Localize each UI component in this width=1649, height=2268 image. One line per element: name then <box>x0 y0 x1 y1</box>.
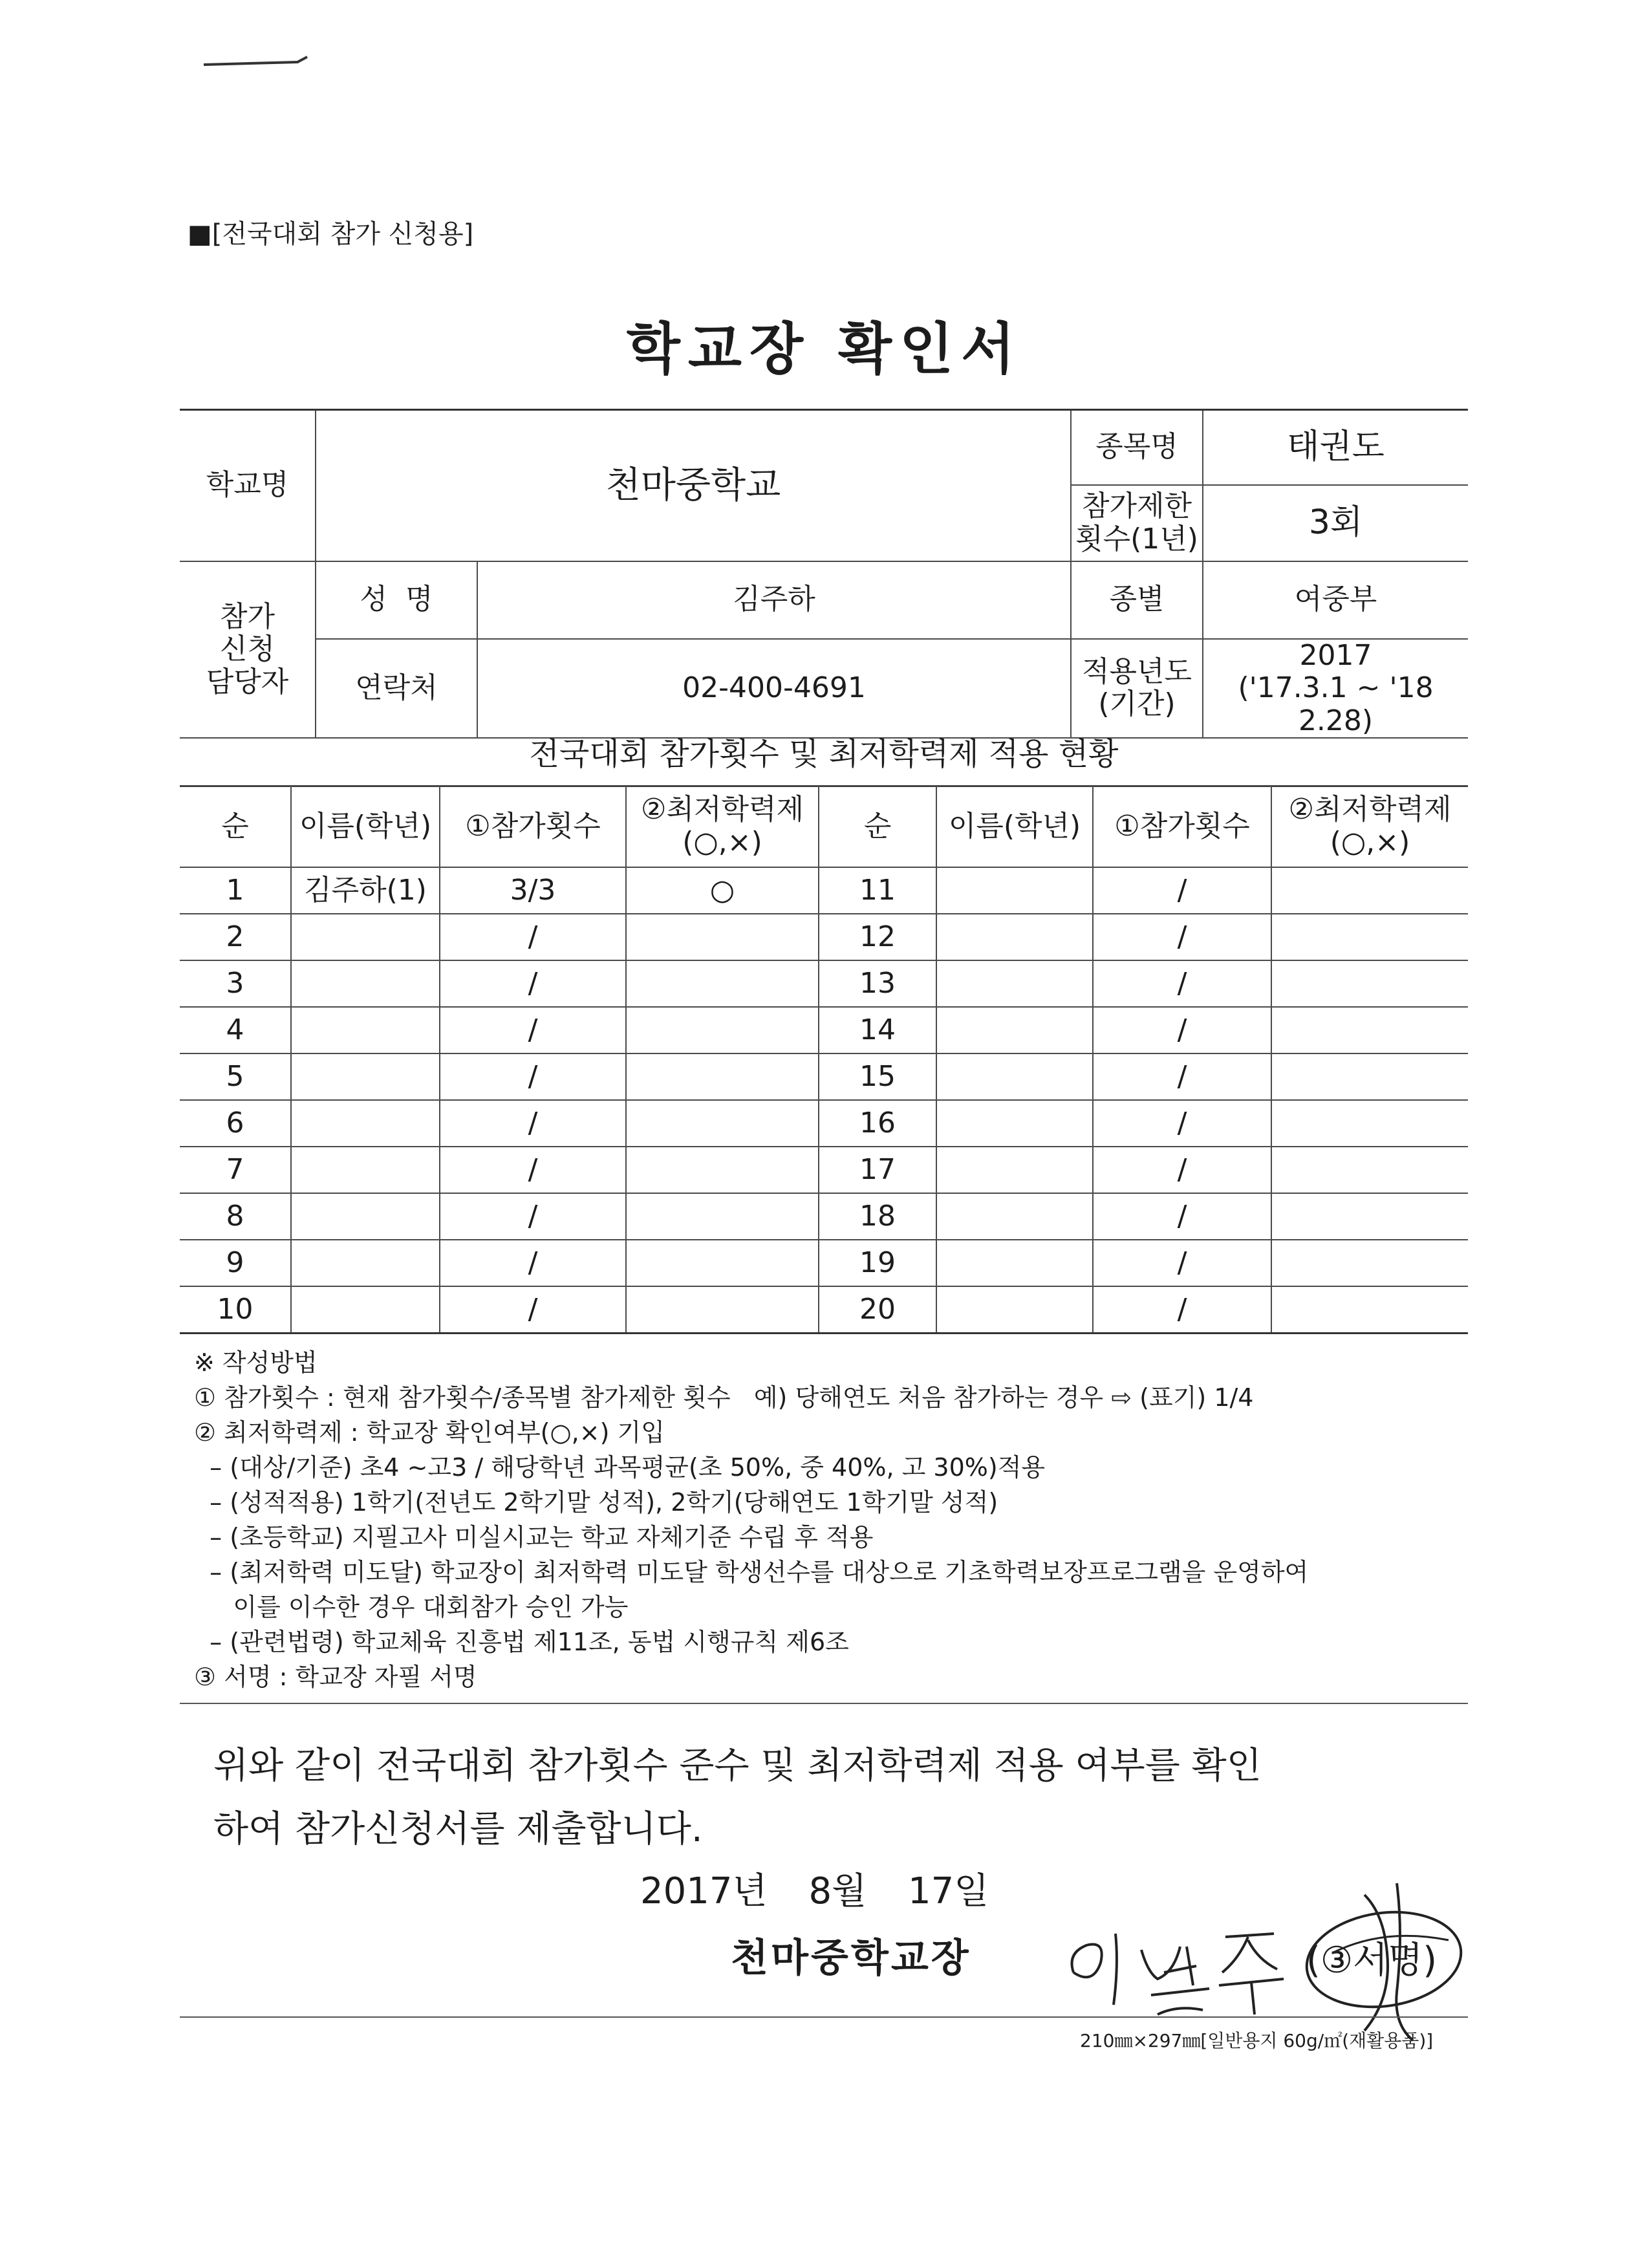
svg-text:(③서명): (③서명) <box>1306 1939 1438 1982</box>
contact-label: 연락처 <box>316 639 477 739</box>
left-name-cell <box>291 960 440 1007</box>
name-value: 김주하 <box>477 561 1071 639</box>
right-academic-cell <box>1271 1193 1468 1240</box>
date-year: 2017년 <box>640 1870 768 1912</box>
left-academic-cell <box>626 914 819 960</box>
right-no-cell: 13 <box>819 960 936 1007</box>
right-no-cell: 17 <box>819 1147 936 1193</box>
right-count-cell: / <box>1093 1053 1271 1100</box>
staple-mark <box>200 50 310 70</box>
left-no-cell: 10 <box>180 1286 291 1334</box>
right-name-cell <box>936 960 1093 1007</box>
participation-limit-label-line2: 횟수(1년) <box>1075 522 1198 556</box>
writing-instructions <box>194 1345 1474 1694</box>
table-row <box>180 1147 1468 1193</box>
table-row <box>180 1007 1468 1053</box>
header-name-2: 이름(학년) <box>936 786 1093 867</box>
document-tag: ■[전국대회 참가 신청용] <box>188 219 474 249</box>
name-label: 성 명 <box>316 561 477 639</box>
paper-spec: 210㎜×297㎜[일반용지 60g/㎡(재활용품)] <box>1080 2030 1434 2051</box>
school-name: 천마중학교 <box>316 410 1071 561</box>
right-name-cell <box>936 914 1093 960</box>
right-count-cell: / <box>1093 914 1271 960</box>
table-row <box>180 1193 1468 1240</box>
table-row <box>180 867 1468 914</box>
left-count-cell: / <box>440 1100 626 1147</box>
note-line: ③ 서명 : 학교장 자필 서명 <box>194 1663 477 1691</box>
left-no-cell: 2 <box>180 914 291 960</box>
note-line: 이를 이수한 경우 대회참가 승인 가능 <box>194 1593 629 1621</box>
left-count-cell: / <box>440 1286 626 1334</box>
bottom-divider <box>180 2016 1468 2018</box>
left-academic-cell <box>626 1147 819 1193</box>
left-no-cell: 7 <box>180 1147 291 1193</box>
left-academic-cell <box>626 1100 819 1147</box>
participation-count-table <box>180 785 1468 1334</box>
right-academic-cell <box>1271 914 1468 960</box>
right-no-cell: 12 <box>819 914 936 960</box>
sport-value: 태권도 <box>1203 410 1468 485</box>
header-academic <box>626 786 819 867</box>
table-row <box>180 1100 1468 1147</box>
right-count-cell: / <box>1093 960 1271 1007</box>
left-count-cell: / <box>440 1147 626 1193</box>
principal-title: 천마중학교장 <box>731 1936 971 1981</box>
left-name-cell <box>291 914 440 960</box>
right-academic-cell <box>1271 1147 1468 1193</box>
category-label: 종별 <box>1071 561 1203 639</box>
right-count-cell: / <box>1093 1100 1271 1147</box>
left-academic-cell <box>626 960 819 1007</box>
header-order: 순 <box>180 786 291 867</box>
note-line: – (최저학력 미도달) 학교장이 최저학력 미도달 학생선수를 대상으로 기초학력보장프로그램을 운영하여 <box>194 1558 1309 1586</box>
principal-signature <box>1061 1875 1487 2044</box>
applicant-label-line3: 담당자 <box>206 665 289 698</box>
right-academic-cell <box>1271 1286 1468 1334</box>
sport-label: 종목명 <box>1071 410 1203 485</box>
right-academic-cell <box>1271 1007 1468 1053</box>
left-count-cell: / <box>440 960 626 1007</box>
right-no-cell: 19 <box>819 1240 936 1286</box>
left-name-cell <box>291 1240 440 1286</box>
right-no-cell: 14 <box>819 1007 936 1053</box>
right-count-cell: / <box>1093 1193 1271 1240</box>
right-academic-cell <box>1271 960 1468 1007</box>
header-academic-2 <box>1271 786 1468 867</box>
header-academic-2-line2: (○,×) <box>1330 826 1410 859</box>
participation-limit-label <box>1071 485 1203 561</box>
right-no-cell: 15 <box>819 1053 936 1100</box>
right-no-cell: 16 <box>819 1100 936 1147</box>
info-table <box>180 409 1468 739</box>
table-row <box>180 1240 1468 1286</box>
date-day: 17일 <box>907 1870 989 1912</box>
right-count-cell: / <box>1093 1286 1271 1334</box>
right-academic-cell <box>1271 1100 1468 1147</box>
note-line: – (대상/기준) 초4 ~고3 / 해당학년 과목평균(초 50%, 중 40%, 고 30%)적용 <box>194 1453 1046 1482</box>
year-value-line1: 2017 <box>1299 638 1372 672</box>
left-no-cell: 9 <box>180 1240 291 1286</box>
left-academic-cell <box>626 1193 819 1240</box>
left-name-cell <box>291 1007 440 1053</box>
year-label-line1: 적용년도 <box>1082 654 1192 688</box>
left-name-cell <box>291 1100 440 1147</box>
notes-heading: ※ 작성방법 <box>194 1348 318 1377</box>
issue-date <box>640 1863 1018 1914</box>
school-label: 학교명 <box>180 410 316 561</box>
right-count-cell: / <box>1093 867 1271 914</box>
table-row <box>180 1286 1468 1334</box>
right-name-cell <box>936 1240 1093 1286</box>
header-order-2: 순 <box>819 786 936 867</box>
right-academic-cell <box>1271 1053 1468 1100</box>
right-count-cell: / <box>1093 1007 1271 1053</box>
left-count-cell: / <box>440 1007 626 1053</box>
right-name-cell <box>936 1100 1093 1147</box>
header-academic-2-line1: ②최저학력제 <box>1288 793 1452 826</box>
left-name-cell <box>291 1053 440 1100</box>
left-no-cell: 3 <box>180 960 291 1007</box>
note-line: – (성적적용) 1학기(전년도 2학기말 성적), 2학기(당해연도 1학기말 성적) <box>194 1488 998 1517</box>
divider-line <box>180 1703 1468 1704</box>
document-title: 학교장 확인서 <box>626 317 1023 382</box>
header-academic-line1: ②최저학력제 <box>641 793 804 826</box>
right-name-cell <box>936 1193 1093 1240</box>
left-no-cell: 1 <box>180 867 291 914</box>
left-name-cell <box>291 1147 440 1193</box>
left-count-cell: / <box>440 1193 626 1240</box>
note-line: ② 최저학력제 : 학교장 확인여부(○,×) 기입 <box>194 1418 665 1447</box>
left-count-cell: 3/3 <box>440 867 626 914</box>
confirmation-line1: 위와 같이 전국대회 참가횟수 준수 및 최저학력제 적용 여부를 확인 <box>213 1745 1262 1787</box>
left-academic-cell <box>626 1286 819 1334</box>
left-count-cell: / <box>440 1053 626 1100</box>
applicant-label-line2: 신청 <box>219 632 275 666</box>
left-no-cell: 6 <box>180 1100 291 1147</box>
participation-limit-label-line1: 참가제한 <box>1082 489 1192 523</box>
header-count-2: ①참가횟수 <box>1093 786 1271 867</box>
right-count-cell: / <box>1093 1147 1271 1193</box>
applicant-label-line1: 참가 <box>219 599 275 633</box>
left-name-cell <box>291 1193 440 1240</box>
left-academic-cell <box>626 1053 819 1100</box>
table-row <box>180 960 1468 1007</box>
right-no-cell: 18 <box>819 1193 936 1240</box>
right-name-cell <box>936 1053 1093 1100</box>
right-name-cell <box>936 1147 1093 1193</box>
confirmation-line2: 하여 참가신청서를 제출합니다. <box>213 1808 703 1850</box>
left-no-cell: 8 <box>180 1193 291 1240</box>
right-no-cell: 11 <box>819 867 936 914</box>
right-academic-cell <box>1271 1240 1468 1286</box>
note-line: – (초등학교) 지필고사 미실시교는 학교 자체기준 수립 후 적용 <box>194 1523 874 1551</box>
section-title: 전국대회 참가횟수 및 최저학력제 적용 현황 <box>180 723 1468 787</box>
table-header-row <box>180 786 1468 867</box>
confirmation-statement <box>213 1734 1442 1861</box>
right-name-cell <box>936 1286 1093 1334</box>
left-academic-cell <box>626 1240 819 1286</box>
right-name-cell <box>936 867 1093 914</box>
header-name: 이름(학년) <box>291 786 440 867</box>
left-academic-cell <box>626 1007 819 1053</box>
date-month: 8월 <box>808 1870 867 1912</box>
right-academic-cell <box>1271 867 1468 914</box>
note-line: ① 참가횟수 : 현재 참가횟수/종목별 참가제한 횟수 예) 당해연도 처음 참가하는 경우 ⇨ (표기) 1/4 <box>194 1383 1254 1412</box>
left-name-cell <box>291 1286 440 1334</box>
left-no-cell: 5 <box>180 1053 291 1100</box>
year-value-line2: ('17.3.1 ~ '18 2.28) <box>1238 671 1434 737</box>
applicant-label <box>180 561 316 739</box>
left-count-cell: / <box>440 1240 626 1286</box>
category-value: 여중부 <box>1203 561 1468 639</box>
contact-value: 02-400-4691 <box>477 639 1071 739</box>
left-name-cell: 김주하(1) <box>291 867 440 914</box>
table-row <box>180 1053 1468 1100</box>
left-no-cell: 4 <box>180 1007 291 1053</box>
note-line: – (관련법령) 학교체육 진흥법 제11조, 동법 시행규칙 제6조 <box>194 1628 849 1656</box>
right-no-cell: 20 <box>819 1286 936 1334</box>
table-row <box>180 914 1468 960</box>
year-label-line2: (기간) <box>1098 687 1176 721</box>
left-academic-cell: ○ <box>626 867 819 914</box>
participation-limit-value: 3회 <box>1203 485 1468 561</box>
header-academic-line2: (○,×) <box>682 826 762 859</box>
right-name-cell <box>936 1007 1093 1053</box>
right-count-cell: / <box>1093 1240 1271 1286</box>
header-count: ①참가횟수 <box>440 786 626 867</box>
left-count-cell: / <box>440 914 626 960</box>
